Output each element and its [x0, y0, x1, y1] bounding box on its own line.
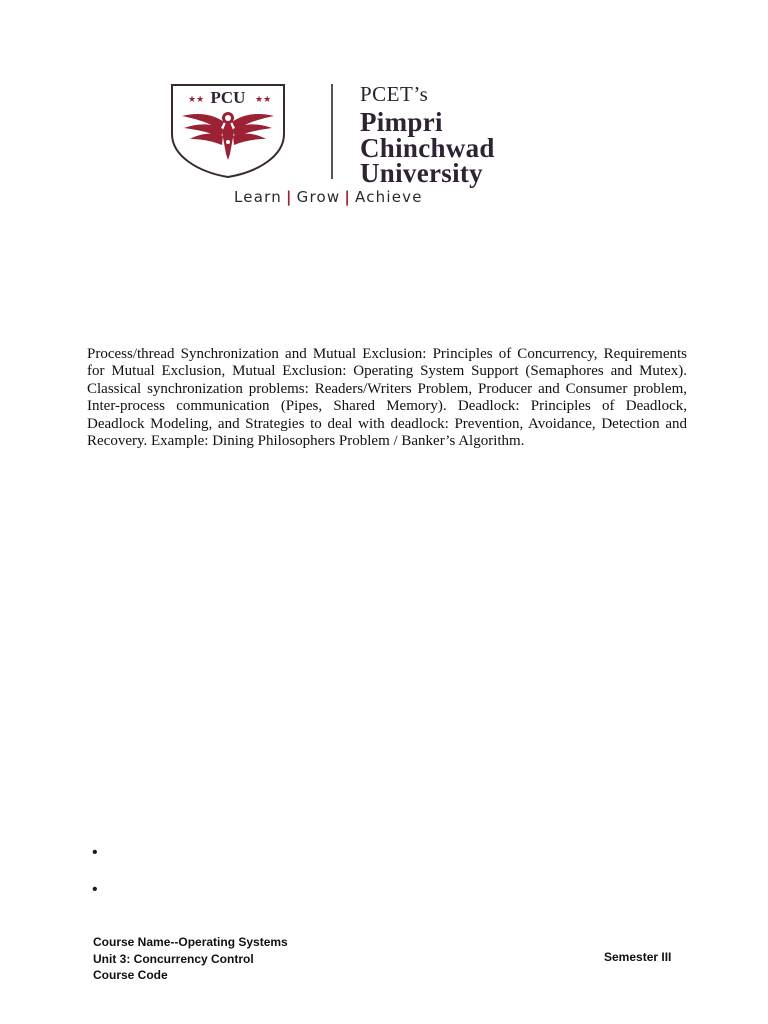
pcu-crest-icon: [168, 82, 288, 178]
tagline-separator: |: [285, 188, 293, 206]
semester-label: Semester III: [604, 950, 672, 964]
university-name-line-3: University: [360, 158, 483, 188]
tagline-grow: Grow: [296, 188, 341, 206]
university-logo: [168, 82, 588, 212]
page-footer: [93, 934, 288, 984]
tagline-learn: Learn: [234, 188, 282, 206]
unit-title: Unit 3: Concurrency Control: [93, 951, 254, 966]
course-name: Course Name--Operating Systems: [93, 935, 288, 949]
tagline-achieve: Achieve: [355, 188, 423, 206]
crest-label: PCU: [210, 88, 246, 107]
university-name-line-2: Chinchwad: [360, 133, 495, 163]
syllabus-paragraph: Process/thread Synchronization and Mutual Exclusion: Principles of Concurrency, Requirements for Mutual Exclusion, Mutual Exclusion: Operating System Support (Semaphores and Mutex). Classical synchronization problems: Readers/Writers Problem, Producer and Consumer problem, Inter-process communication (Pipes, Shared Memory). Deadlock: Principles of Deadlock, Deadlock Modeling, and Strategies to deal with deadlock: Prevention, Avoidance, Detection and Recovery. Example: Dining Philosophers Problem / Banker’s Algorithm.: [87, 346, 687, 450]
course-code: Course Code: [93, 968, 168, 982]
logo-pcet-text: PCET’s: [360, 82, 429, 106]
university-name-line-1: Pimpri: [360, 107, 443, 137]
bullet-icon: •: [92, 844, 98, 861]
svg-text:★★: ★★: [188, 94, 205, 104]
tagline: [234, 188, 423, 206]
logo-divider: [331, 84, 333, 179]
svg-text:★★: ★★: [255, 94, 272, 104]
bullet-icon: •: [92, 881, 98, 898]
tagline-separator: |: [344, 188, 352, 206]
